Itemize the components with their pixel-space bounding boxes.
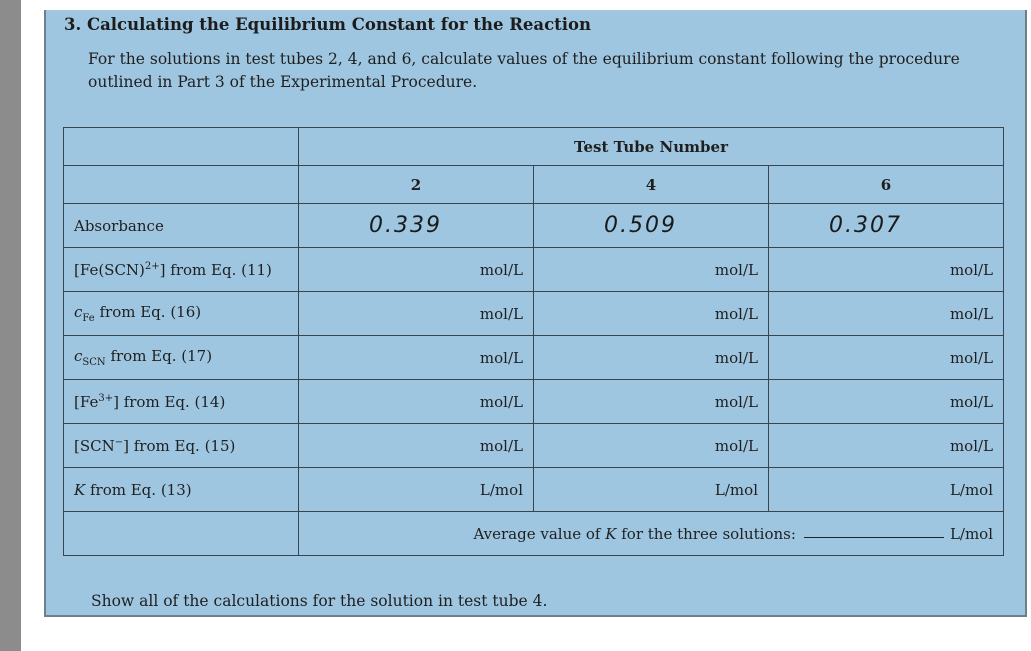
table-row [64,380,1004,424]
row-label: [SCN−] from Eq. (15) [64,424,299,468]
average-k-blank[interactable] [804,537,944,538]
absorbance-row [64,204,1004,248]
unit-entry[interactable]: mol/L [534,380,769,424]
row-label: K from Eq. (13) [64,468,299,512]
table-header-row [64,128,1004,166]
table-corner-cell [64,166,299,204]
average-k-cell: Average value of K for the three solutions: L/mol [299,512,1004,556]
table-row [64,336,1004,380]
tube-number-row [64,166,1004,204]
unit-entry[interactable]: mol/L [299,380,534,424]
test-tube-number-header: Test Tube Number [299,128,1004,166]
unit-entry[interactable]: L/mol [769,468,1004,512]
section-intro: For the solutions in test tubes 2, 4, and 6, calculate values of the equilibrium constant following the procedure outlined in Part 3 of the Experimental Procedure. [88,50,960,91]
unit-entry[interactable]: mol/L [769,380,1004,424]
row-label: Absorbance [64,204,299,248]
unit-entry[interactable]: mol/L [769,248,1004,292]
unit-entry[interactable]: L/mol [534,468,769,512]
absorbance-entry[interactable] [299,204,534,248]
unit-entry[interactable]: L/mol [299,468,534,512]
worksheet-panel [44,10,1027,617]
unit-entry[interactable]: mol/L [534,336,769,380]
unit-entry[interactable]: mol/L [534,292,769,336]
row-label: $c_{SCN}$ from Eq. (17) [64,336,299,380]
average-k-unit: L/mol [949,524,994,543]
handwritten-value: 0.307 [829,213,902,238]
unit-entry[interactable]: mol/L [299,248,534,292]
table-corner-cell [64,512,299,556]
equilibrium-table [63,127,1004,556]
unit-entry[interactable]: mol/L [534,424,769,468]
tube-number: 6 [769,166,1004,204]
absorbance-entry[interactable] [769,204,1004,248]
tube-number: 2 [299,166,534,204]
table-row [64,468,1004,512]
row-label: [Fe(SCN)$^{2+}$] from Eq. (11) [64,248,299,292]
handwritten-value: 0.339 [369,213,442,238]
table-corner-cell [64,128,299,166]
unit-entry[interactable]: mol/L [299,292,534,336]
section-heading: 3. Calculating the Equilibrium Constant for the Reaction [64,15,592,34]
table-row [64,248,1004,292]
unit-entry[interactable]: mol/L [534,248,769,292]
unit-entry[interactable]: mol/L [769,424,1004,468]
table-row [64,292,1004,336]
table-row [64,424,1004,468]
handwritten-value: 0.509 [604,213,677,238]
unit-entry[interactable]: mol/L [299,424,534,468]
calculation-instruction: Show all of the calculations for the solution in test tube 4. [91,592,548,610]
left-margin-bar [0,0,21,651]
row-label: $[Fe^{3+}]$ from Eq. (14) [64,380,299,424]
unit-entry[interactable]: mol/L [299,336,534,380]
absorbance-entry[interactable] [534,204,769,248]
unit-entry[interactable]: mol/L [769,336,1004,380]
row-label: $c_{Fe}$ from Eq. (16) [64,292,299,336]
unit-entry[interactable]: mol/L [769,292,1004,336]
average-row [64,512,1004,556]
tube-number: 4 [534,166,769,204]
